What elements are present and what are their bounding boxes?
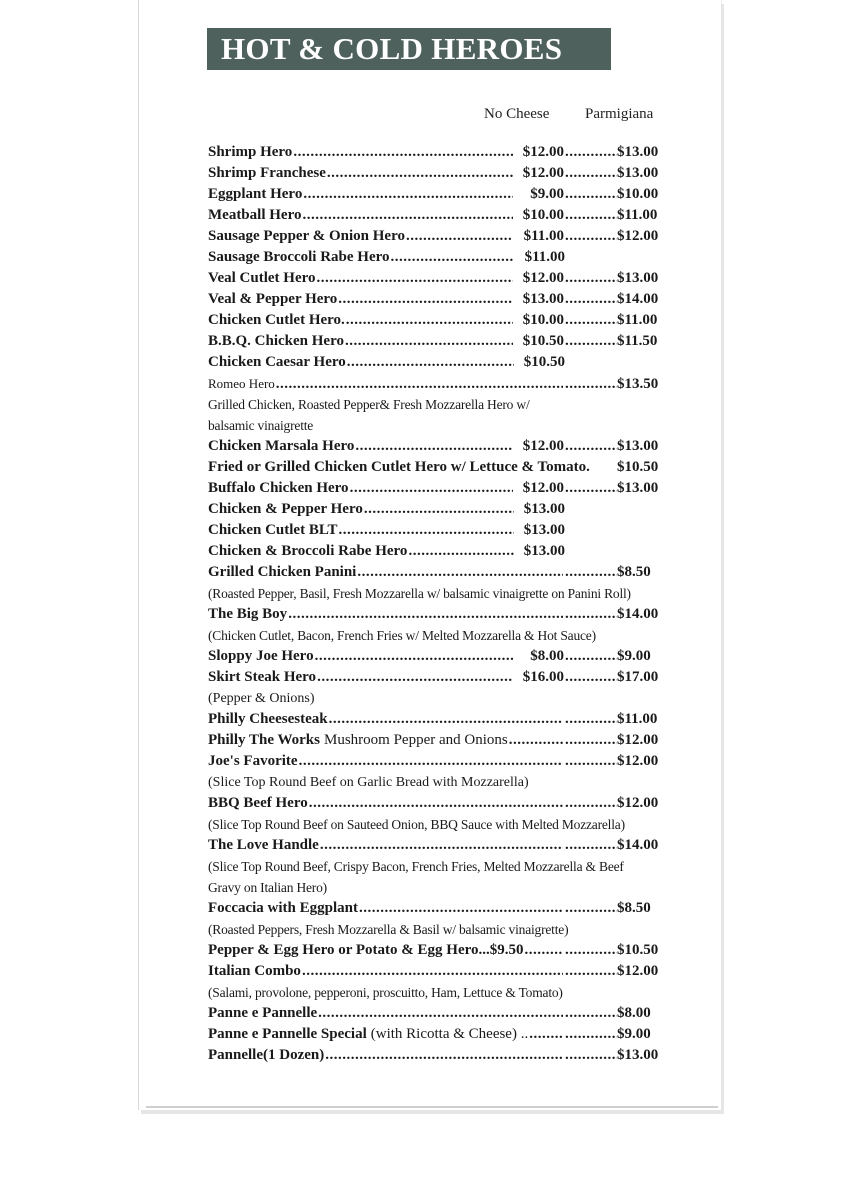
price-parmigiana: $11.50	[617, 333, 658, 349]
menu-item	[208, 373, 663, 394]
dot-leader	[406, 226, 513, 247]
price-no-cheese: $13.00	[523, 522, 565, 538]
price-parmigiana: $13.00	[617, 438, 659, 454]
dot-leader	[359, 898, 563, 919]
price-parmigiana: $14.00	[617, 606, 659, 622]
price-separator	[565, 289, 617, 310]
price-parmigiana: $8.50	[617, 900, 651, 916]
item-name: Skirt Steak Hero	[208, 669, 317, 685]
item-name: Chicken Cutlet Hero.	[208, 312, 345, 328]
menu-item	[208, 478, 663, 499]
price-separator	[565, 226, 617, 247]
price-separator	[565, 940, 617, 961]
dot-leader	[355, 436, 513, 457]
item-description: (Pepper & Onions)	[208, 691, 315, 706]
menu-item	[208, 793, 663, 814]
item-name: Eggplant Hero	[208, 186, 303, 202]
dot-leader	[529, 1024, 563, 1045]
dot-leader	[357, 562, 563, 583]
item-extra: Mushroom Pepper and Onions	[323, 732, 508, 748]
dot-leader	[345, 331, 513, 352]
menu-item	[208, 310, 663, 331]
item-description: Grilled Chicken, Roasted Pepper& Fresh Mozzarella Hero w/	[208, 397, 530, 412]
price-no-cheese: $10.50	[522, 333, 564, 349]
menu-item	[208, 499, 663, 520]
price-separator	[565, 961, 617, 982]
price-separator	[565, 478, 617, 499]
item-description: (Roasted Pepper, Basil, Fresh Mozzarella w/ balsamic vinaigrette on Panini Roll)	[208, 586, 631, 601]
price-no-cheese: $12.00	[522, 438, 564, 454]
menu-item	[208, 646, 663, 667]
menu-item	[208, 835, 663, 856]
price-parmigiana: $13.00	[617, 165, 659, 181]
dot-leader	[317, 667, 513, 688]
menu-item	[208, 331, 663, 352]
menu-item	[208, 184, 663, 205]
dot-leader	[329, 709, 563, 730]
dot-leader	[347, 352, 514, 373]
price-no-cheese: $13.00	[523, 543, 565, 559]
price-separator	[565, 142, 617, 163]
dot-leader	[346, 310, 513, 331]
price-separator	[565, 1003, 617, 1024]
item-name: Meatball Hero	[208, 207, 302, 223]
price-separator	[565, 1045, 617, 1066]
item-name: BBQ Beef Hero	[208, 795, 308, 811]
menu-item	[208, 604, 663, 625]
item-description: balsamic vinaigrette	[208, 418, 314, 433]
item-name: Foccacia with Eggplant	[208, 900, 358, 916]
price-parmigiana: $13.00	[617, 480, 659, 496]
price-separator	[565, 310, 617, 331]
price-parmigiana: $17.00	[617, 669, 659, 685]
price-no-cheese: $9.00	[530, 186, 564, 202]
item-name: Fried or Grilled Chicken Cutlet Hero w/ Lettuce & Tomato.	[208, 459, 590, 475]
menu-item	[208, 961, 663, 982]
item-name: Pannelle(1 Dozen)	[208, 1047, 325, 1063]
price-parmigiana: $11.00	[617, 312, 658, 328]
item-name: Chicken & Pepper Hero	[208, 501, 363, 517]
dot-leader	[293, 142, 513, 163]
dot-leader	[350, 478, 513, 499]
price-parmigiana: $14.00	[617, 291, 659, 307]
price-no-cheese: $10.50	[523, 354, 565, 370]
price-no-cheese: $10.00	[522, 312, 564, 328]
dot-leader	[525, 940, 563, 961]
dot-leader	[303, 184, 513, 205]
price-parmigiana: $13.00	[617, 270, 659, 286]
price-parmigiana: $11.00	[617, 207, 658, 223]
price-no-cheese: $12.00	[522, 165, 564, 181]
price-separator	[565, 835, 617, 856]
price-separator	[565, 436, 617, 457]
menu-item	[208, 751, 663, 772]
price-parmigiana: $11.00	[617, 711, 658, 727]
price-separator	[565, 646, 617, 667]
price-parmigiana: $9.00	[617, 648, 651, 664]
section-title: HOT & COLD HEROES	[207, 28, 611, 70]
price-separator	[565, 709, 617, 730]
page-edge	[146, 1106, 718, 1108]
dot-leader	[325, 1045, 563, 1066]
column-header-no-cheese: No Cheese	[484, 106, 550, 122]
item-description: (Slice Top Round Beef on Sauteed Onion, BBQ Sauce with Melted Mozzarella)	[208, 817, 625, 832]
item-name: Sausage Pepper & Onion Hero	[208, 228, 405, 244]
item-name: Buffalo Chicken Hero	[208, 480, 349, 496]
price-separator	[565, 331, 617, 352]
menu-item	[208, 562, 663, 583]
menu-item	[208, 1045, 663, 1066]
dot-leader	[302, 205, 513, 226]
price-separator	[565, 374, 617, 394]
item-description: (Chicken Cutlet, Bacon, French Fries w/ Melted Mozzarella & Hot Sauce)	[208, 628, 596, 643]
price-parmigiana: $10.50	[617, 459, 659, 475]
item-description: (Slice Top Round Beef, Crispy Bacon, French Fries, Melted Mozzarella & Beef	[208, 859, 624, 874]
menu-item	[208, 730, 663, 751]
price-no-cheese: $12.00	[522, 480, 564, 496]
price-separator	[565, 163, 617, 184]
item-name: Italian Combo	[208, 963, 301, 979]
dot-leader	[302, 961, 563, 982]
item-name: The Love Handle	[208, 837, 319, 853]
dot-leader	[338, 289, 513, 310]
item-extra: (with Ricotta & Cheese) ..	[370, 1026, 529, 1042]
item-name: Sausage Broccoli Rabe Hero	[208, 249, 390, 265]
item-name: Panne e Pannelle	[208, 1005, 318, 1021]
menu-item	[208, 247, 663, 268]
dot-leader	[364, 499, 514, 520]
dot-leader	[309, 793, 563, 814]
menu-item	[208, 1003, 663, 1024]
item-name: B.B.Q. Chicken Hero	[208, 333, 344, 349]
dot-leader	[391, 247, 514, 268]
item-name: Philly Cheesesteak	[208, 711, 328, 727]
price-separator	[565, 898, 617, 919]
price-separator	[565, 751, 617, 772]
dot-leader	[316, 268, 513, 289]
dot-leader	[288, 604, 563, 625]
price-separator	[565, 205, 617, 226]
price-parmigiana: $8.00	[617, 1005, 651, 1021]
price-no-cheese: $11.00	[523, 228, 564, 244]
item-name: The Big Boy	[208, 606, 288, 622]
price-no-cheese: $11.00	[524, 249, 565, 265]
item-name: Veal & Pepper Hero	[208, 291, 338, 307]
price-parmigiana: $12.00	[617, 753, 659, 769]
menu-item	[208, 142, 663, 163]
menu-item	[208, 289, 663, 310]
dot-leader	[338, 520, 514, 541]
menu-item	[208, 541, 663, 562]
price-separator	[565, 268, 617, 289]
item-name: Philly The Works	[208, 732, 320, 748]
price-parmigiana: $13.00	[617, 144, 659, 160]
price-parmigiana: $12.00	[617, 228, 659, 244]
dot-leader	[276, 374, 563, 394]
price-parmigiana: $10.00	[617, 186, 659, 202]
dot-leader	[509, 730, 563, 751]
menu-item	[208, 1024, 663, 1045]
price-no-cheese: $10.00	[522, 207, 564, 223]
price-no-cheese: $8.00	[530, 648, 564, 664]
price-no-cheese: $13.00	[522, 291, 564, 307]
price-no-cheese: $12.00	[522, 270, 564, 286]
item-name: Grilled Chicken Panini	[208, 564, 357, 580]
menu-item	[208, 226, 663, 247]
item-name: Chicken Marsala Hero	[208, 438, 355, 454]
menu-item	[208, 457, 663, 478]
price-parmigiana: $12.00	[617, 732, 659, 748]
price-separator	[565, 562, 617, 583]
menu-item	[208, 352, 663, 373]
item-description: (Salami, provolone, pepperoni, proscuitto, Ham, Lettuce & Tomato)	[208, 985, 563, 1000]
dot-leader	[318, 1003, 563, 1024]
price-parmigiana: $13.00	[617, 1047, 659, 1063]
price-separator	[565, 184, 617, 205]
dot-leader	[315, 646, 513, 667]
item-name: Pepper & Egg Hero or Potato & Egg Hero...$9.50	[208, 942, 524, 958]
price-parmigiana: $10.50	[617, 942, 659, 958]
price-separator	[565, 793, 617, 814]
menu-item	[208, 205, 663, 226]
dot-leader	[320, 835, 563, 856]
item-name: Shrimp Hero	[208, 144, 293, 160]
price-no-cheese: $16.00	[522, 669, 564, 685]
menu-item	[208, 163, 663, 184]
item-name: Veal Cutlet Hero	[208, 270, 316, 286]
price-parmigiana: $13.50	[617, 376, 659, 392]
item-name: Joe's Favorite	[208, 753, 298, 769]
item-name: Sloppy Joe Hero	[208, 648, 314, 664]
item-name: Chicken Cutlet BLT	[208, 522, 338, 538]
menu-list	[208, 142, 663, 1066]
menu-item	[208, 268, 663, 289]
item-name: Romeo Hero	[208, 376, 275, 391]
menu-item	[208, 709, 663, 730]
dot-leader	[299, 751, 563, 772]
price-parmigiana: $14.00	[617, 837, 659, 853]
menu-item	[208, 898, 663, 919]
price-separator	[565, 667, 617, 688]
price-no-cheese: $13.00	[523, 501, 565, 517]
price-parmigiana: $12.00	[617, 795, 659, 811]
item-description: (Roasted Peppers, Fresh Mozzarella & Basil w/ balsamic vinaigrette)	[208, 922, 569, 937]
menu-item	[208, 436, 663, 457]
item-name: Shrimp Franchese	[208, 165, 326, 181]
dot-leader	[327, 163, 513, 184]
price-separator	[565, 730, 617, 751]
item-name: Chicken Caesar Hero	[208, 354, 346, 370]
item-name: Panne e Pannelle Special	[208, 1026, 367, 1042]
price-parmigiana: $9.00	[617, 1026, 651, 1042]
item-description: Gravy on Italian Hero)	[208, 880, 327, 895]
item-description: (Slice Top Round Beef on Garlic Bread with Mozzarella)	[208, 775, 529, 790]
price-separator	[565, 604, 617, 625]
price-parmigiana: $12.00	[617, 963, 659, 979]
price-parmigiana: $8.50	[617, 564, 651, 580]
price-separator	[565, 1024, 617, 1045]
column-header-parmigiana: Parmigiana	[585, 106, 654, 122]
menu-item	[208, 667, 663, 688]
dot-leader	[408, 541, 514, 562]
item-name: Chicken & Broccoli Rabe Hero	[208, 543, 408, 559]
price-no-cheese: $12.00	[522, 144, 564, 160]
menu-item	[208, 940, 663, 961]
menu-item	[208, 520, 663, 541]
